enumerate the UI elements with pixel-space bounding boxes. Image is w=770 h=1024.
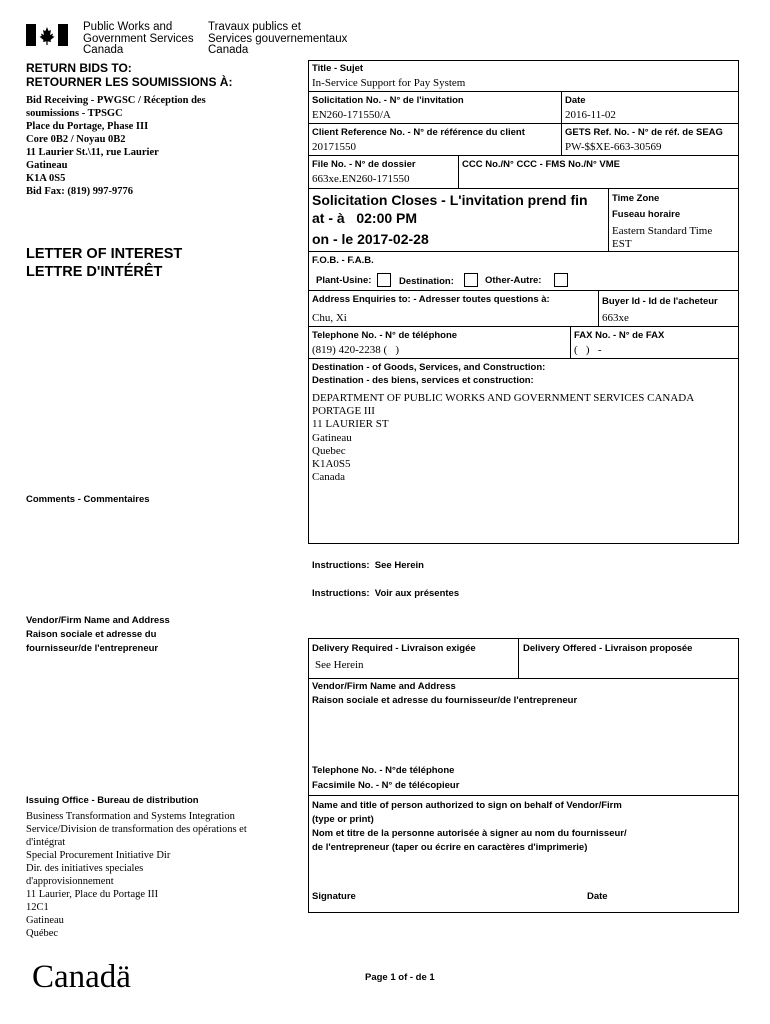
ccc-no-label: CCC No./N° CCC - FMS No./N° VME [462, 159, 621, 170]
comments-label: Comments - Commentaires [26, 494, 150, 505]
vendor-address-field[interactable] [312, 712, 734, 762]
solicitation-closes-label: Solicitation Closes - L'invitation prend fin [312, 192, 588, 208]
delivery-required-value: See Herein [315, 659, 364, 671]
issuing-office-address: Business Transformation and Systems Integration Service/Division de transformation des opérations et d'intégrat Special Procurement Initiative Dir Dir. des initiatives speciales d'approvisionnement 11 Laurier, Place du Portage III 12C1 Gatineau Québec [26, 811, 247, 939]
buyer-id-value: 663xe [602, 312, 629, 324]
telephone-label: Telephone No. - N° de téléphone [312, 330, 458, 341]
title-label: Title - Sujet [312, 63, 364, 74]
time-zone-value: Eastern Standard Time [612, 225, 713, 237]
date-value: 2016-11-02 [565, 109, 616, 121]
destination-goods-label-en: Destination - of Goods, Services, and Construction: [312, 362, 546, 373]
instructions-en: Instructions: See Herein [312, 560, 424, 571]
fuseau-horaire-label: Fuseau horaire [612, 209, 681, 220]
gets-ref-value: PW-$$XE-663-30569 [565, 141, 662, 153]
time-zone-label: Time Zone [612, 193, 660, 204]
client-ref-value: 20171550 [312, 141, 356, 153]
closing-time: at - à 02:00 PM [312, 210, 418, 226]
fax-label: FAX No. - N° de FAX [574, 330, 665, 341]
fax-value: ( ) - [574, 344, 602, 356]
time-zone-abbrev: EST [612, 238, 632, 250]
delivery-required-label: Delivery Required - Livraison exigée [312, 643, 476, 654]
solicitation-label: Solicitation No. - N° de l'invitation [312, 95, 464, 106]
client-ref-label: Client Reference No. - N° de référence du client [312, 127, 525, 138]
solicitation-value: EN260-171550/A [312, 109, 391, 121]
destination-checkbox[interactable] [464, 273, 478, 287]
instructions-fr: Instructions: Voir aux présentes [312, 588, 460, 599]
file-no-value: 663xe.EN260-171550 [312, 173, 410, 185]
vendor-raison-label: Raison sociale et adresse du fournisseur/de l'entrepreneur [312, 695, 578, 706]
other-label: Other-Autre: [485, 275, 542, 286]
authorized-person-field[interactable] [312, 858, 734, 886]
org-name-fr: Travaux publics et Services gouvernementaux Canada [208, 21, 348, 56]
vendor-name-label: Vendor/Firm Name and Address [312, 681, 456, 692]
issuing-office-label: Issuing Office - Bureau de distribution [26, 795, 199, 806]
buyer-id-label: Buyer Id - Id de l'acheteur [602, 296, 718, 307]
destination-goods-label-fr: Destination - des biens, services et construction: [312, 375, 534, 386]
destination-address: DEPARTMENT OF PUBLIC WORKS AND GOVERNMENT SERVICES CANADA PORTAGE III 11 LAURIER ST Gatineau Quebec K1A0S5 Canada [312, 392, 695, 484]
vendor-facsimile-label: Facsimile No. - N° de télécopieur [312, 780, 460, 791]
telephone-value: (819) 420-2238 ( ) [312, 344, 400, 356]
delivery-offered-label: Delivery Offered - Livraison proposée [523, 643, 693, 654]
destination-label: Destination: [399, 276, 454, 287]
file-no-label: File No. - N° de dossier [312, 159, 416, 170]
org-name-en: Public Works and Government Services Canada [83, 21, 194, 56]
left-vendor-label: Vendor/Firm Name and Address Raison sociale et adresse du fournisseur/de l'entrepreneur [26, 615, 170, 654]
document-type-title: LETTER OF INTEREST LETTRE D'INTÉRÊT [26, 246, 183, 280]
canada-wordmark-logo: Canadä [32, 959, 131, 995]
enquiries-label: Address Enquiries to: - Adresser toutes questions à: [312, 294, 550, 305]
signature-date-label: Date [587, 891, 608, 902]
closing-date: on - le 2017-02-28 [312, 231, 429, 247]
page-number: Page 1 of - de 1 [365, 972, 435, 983]
date-label: Date [565, 95, 586, 106]
fob-label: F.O.B. - F.A.B. [312, 255, 374, 266]
authorized-person-label: Name and title of person authorized to sign on behalf of Vendor/Firm (type or print) Nom et titre de la personne autorisée à signer au nom du fournisseur/ de l'entrepreneur (taper ou écrire en caractères d'imprimerie) [312, 800, 627, 853]
other-checkbox[interactable] [554, 273, 568, 287]
delivery-offered-field[interactable] [523, 659, 733, 673]
plant-label: Plant-Usine: [316, 275, 372, 286]
return-bids-address: Bid Receiving - PWGSC / Réception des soumissions - TPSGC Place du Portage, Phase III Core 0B2 / Noyau 0B2 11 Laurier St.\11, rue Laurier Gatineau K1A 0S5 Bid Fax: (819) 997-9776 [26, 95, 206, 197]
enquiries-value: Chu, Xi [312, 312, 347, 324]
vendor-telephone-label: Telephone No. - N°de téléphone [312, 765, 455, 776]
canada-flag-icon [26, 24, 68, 46]
plant-checkbox[interactable] [377, 273, 391, 287]
return-bids-heading: RETURN BIDS TO: RETOURNER LES SOUMISSIONS À: [26, 61, 233, 89]
title-value: In-Service Support for Pay System [312, 77, 466, 89]
gets-ref-label: GETS Ref. No. - N° de réf. de SEAG [565, 127, 723, 138]
signature-label: Signature [312, 891, 356, 902]
